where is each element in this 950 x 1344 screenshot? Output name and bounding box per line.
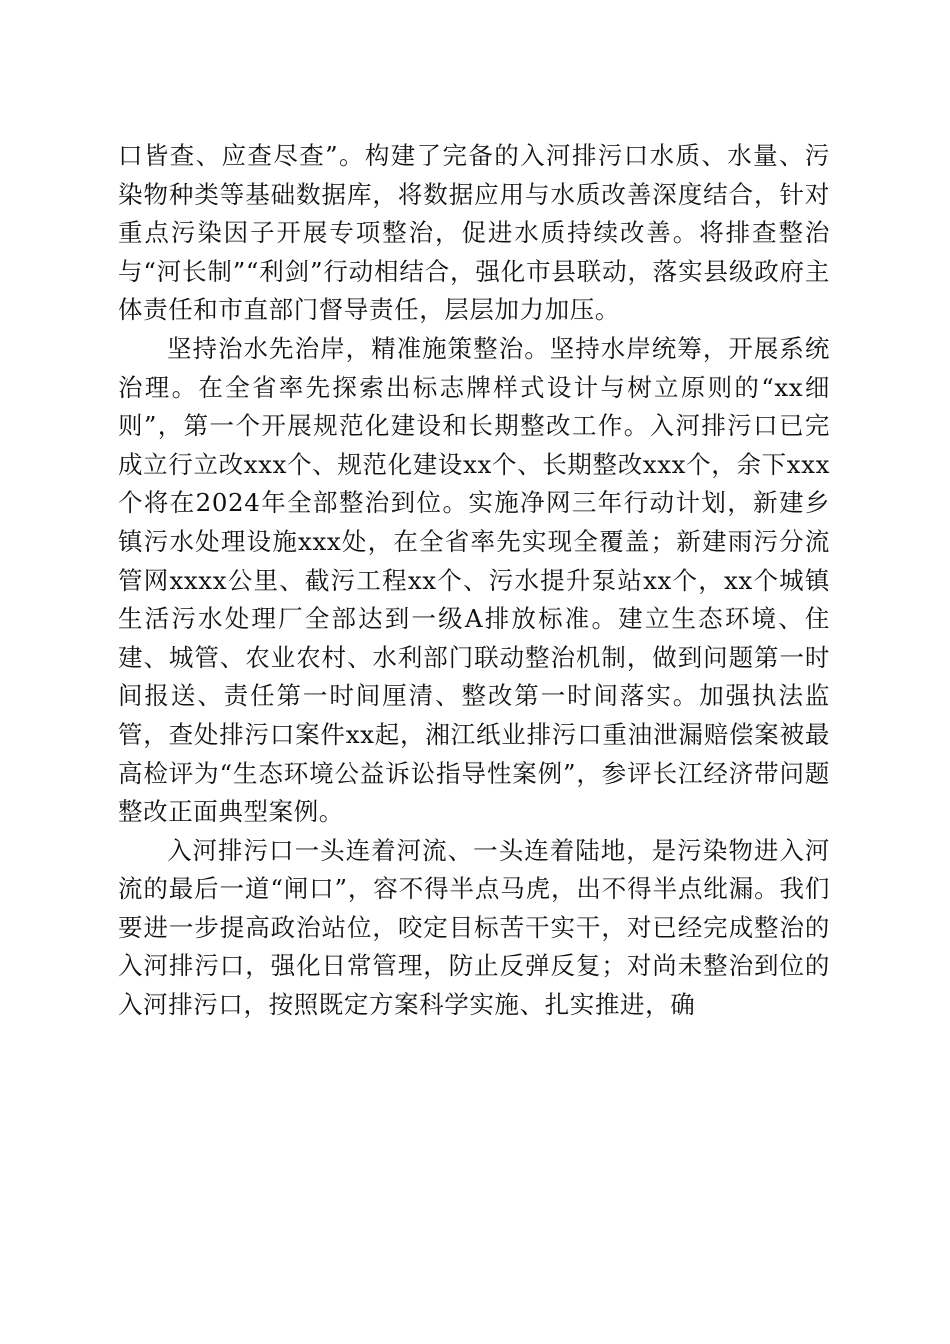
document-body: [118, 137, 830, 1025]
paragraph-outlet-gate: 入河排污口一头连着河流、一头连着陆地，是污染物进入河流的最后一道“闸口”，容不得半点马虎，出不得半点纰漏。我们要进一步提高政治站位，咬定目标苦干实干，对已经完成整治的入河排污口，强化日常管理，防止反弹反复；对尚未整治到位的入河排污口，按照既定方案科学实施、扎实推进，确: [118, 835, 830, 1020]
paragraph-continuation: 口皆查、应查尽查”。构建了完备的入河排污口水质、水量、污染物种类等基础数据库，将数据应用与水质改善深度结合，针对重点污染因子开展专项整治，促进水质持续改善。将排查整治与“河长制”“利剑”行动相结合，强化市县联动，落实县级政府主体责任和市直部门督导责任，层层加力加压。: [118, 141, 830, 325]
paragraph-shoreline-governance: 坚持治水先治岸，精准施策整治。坚持水岸统筹，开展系统治理。在全省率先探索出标志牌样式设计与树立原则的“xx细则”，第一个开展规范化建设和长期整改工作。入河排污口已完成立行立改xxx个、规范化建设xx个、长期整改xxx个，余下xxx个将在2024年全部整治到位。实施净网三年行动计划，新建乡镇污水处理设施xxx处，在全省率先实现全覆盖；新建雨污分流管网xxxx公里、截污工程xx个、污水提升泵站xx个，xx个城镇生活污水处理厂全部达到一级A排放标准。建立生态环境、住建、城管、农业农村、水利部门联动整治机制，做到问题第一时间报送、责任第一时间厘清、整改第一时间落实。加强执法监管，查处排污口案件xx起，湘江纸业排污口重油泄漏赔偿案被最高检评为“生态环境公益诉讼指导性案例”，参评长江经济带问题整改正面典型案例。: [118, 333, 830, 827]
